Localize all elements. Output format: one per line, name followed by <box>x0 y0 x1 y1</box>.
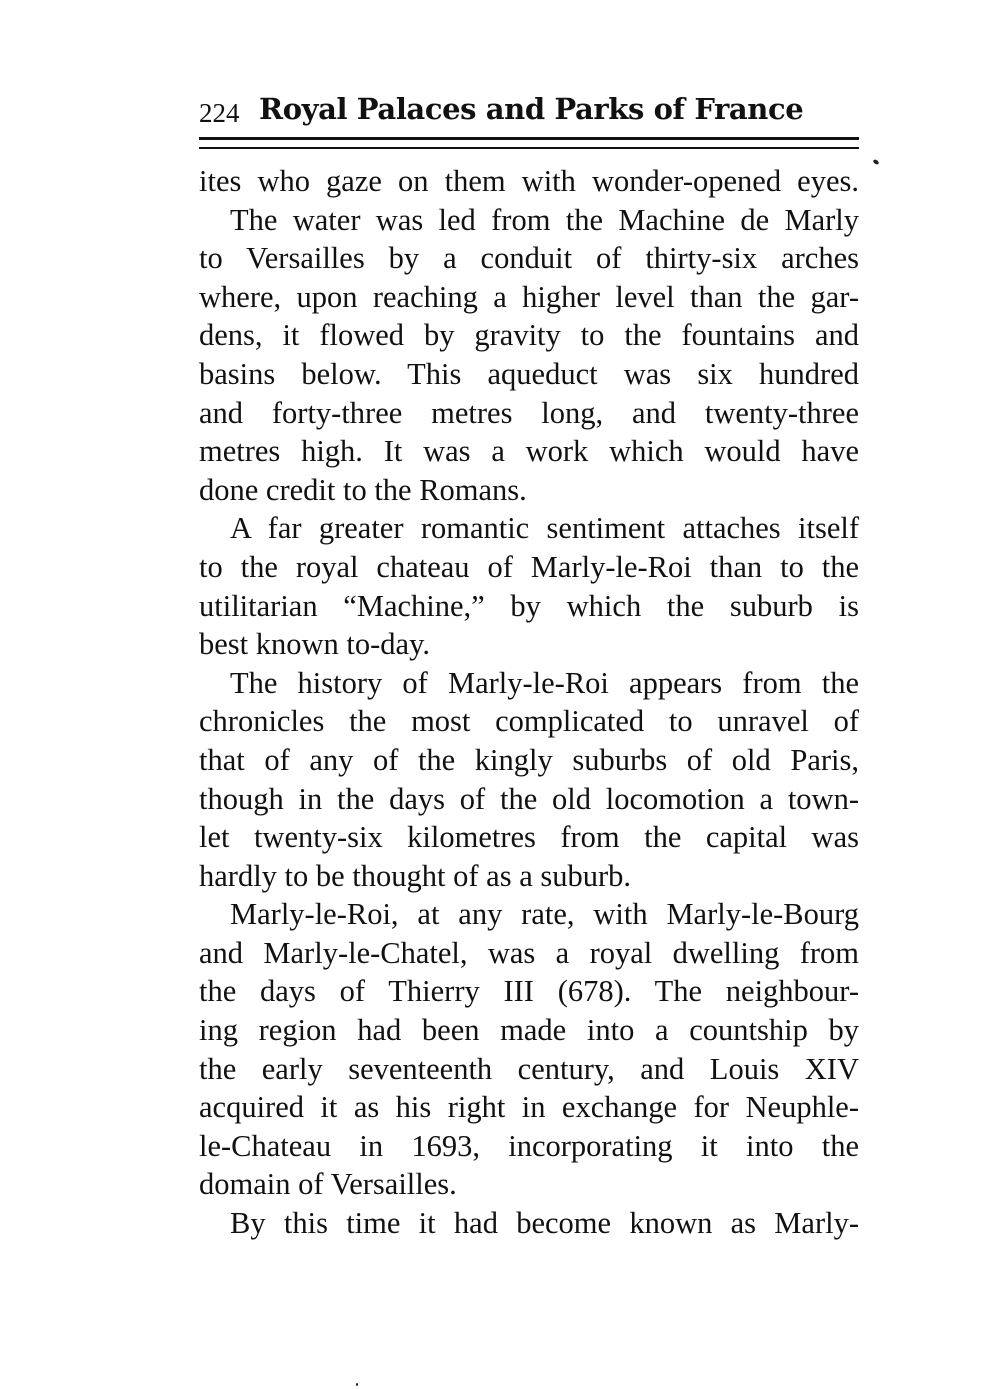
text-line: that of any of the kingly suburbs of old Paris, <box>199 742 859 777</box>
paragraph <box>199 162 859 201</box>
header-rule-thick <box>199 137 859 140</box>
paragraph <box>199 509 859 663</box>
text-line: The history of Marly-le-Roi appears from the <box>230 665 859 700</box>
text-line: By this time it had become known as Marly- <box>230 1206 859 1241</box>
text-line: acquired it as his right in exchange for Neuphle- <box>199 1090 859 1125</box>
paragraph <box>199 1204 859 1243</box>
text-line: best known to-day. <box>199 627 430 662</box>
text-line: utilitarian “Machine,” by which the suburb is <box>199 588 859 623</box>
text-line: The water was led from the Machine de Marly <box>230 202 859 237</box>
running-title: Royal Palaces and Parks of France <box>259 92 804 126</box>
text-line: though in the days of the old locomotion a town- <box>199 781 859 816</box>
text-line: ites who gaze on them with wonder-opened eyes. <box>199 164 859 198</box>
text-line: domain of Versailles. <box>199 1167 457 1202</box>
text-line: chronicles the most complicated to unravel of <box>199 704 859 739</box>
text-line: where, upon reaching a higher level than the gar- <box>199 279 859 314</box>
text-line: to Versailles by a conduit of thirty-six arches <box>199 241 859 276</box>
text-line: the days of Thierry III (678). The neighbour- <box>199 974 859 1009</box>
text-line: A far greater romantic sentiment attaches itself <box>230 511 859 546</box>
text-line: hardly to be thought of as a suburb. <box>199 858 632 893</box>
text-line: Marly-le-Roi, at any rate, with Marly-le-Bourg <box>230 897 859 932</box>
paragraph <box>199 664 859 896</box>
paragraph <box>199 201 859 510</box>
text-line: and Marly-le-Chatel, was a royal dwelling from <box>199 935 859 970</box>
text-line: the early seventeenth century, and Louis XIV <box>199 1051 859 1086</box>
page-number: 224 <box>199 98 240 128</box>
text-line: to the royal chateau of Marly-le-Roi than to the <box>199 549 859 584</box>
text-line: let twenty-six kilometres from the capital was <box>199 820 859 855</box>
text-line: basins below. This aqueduct was six hundred <box>199 356 859 391</box>
paragraph <box>199 895 859 1204</box>
text-line: and forty-three metres long, and twenty-three <box>199 395 859 430</box>
header-rule-thin <box>199 147 859 149</box>
text-line: le-Chateau in 1693, incorporating it into the <box>199 1128 859 1163</box>
ink-speck <box>356 1383 358 1386</box>
ink-speck <box>872 159 879 166</box>
body-text <box>199 162 859 1243</box>
text-line: done credit to the Romans. <box>199 472 527 507</box>
text-line: dens, it flowed by gravity to the fountains and <box>199 318 859 353</box>
text-line: ing region had been made into a countship by <box>199 1013 859 1048</box>
text-line: metres high. It was a work which would have <box>199 434 859 469</box>
page-header <box>199 88 861 136</box>
